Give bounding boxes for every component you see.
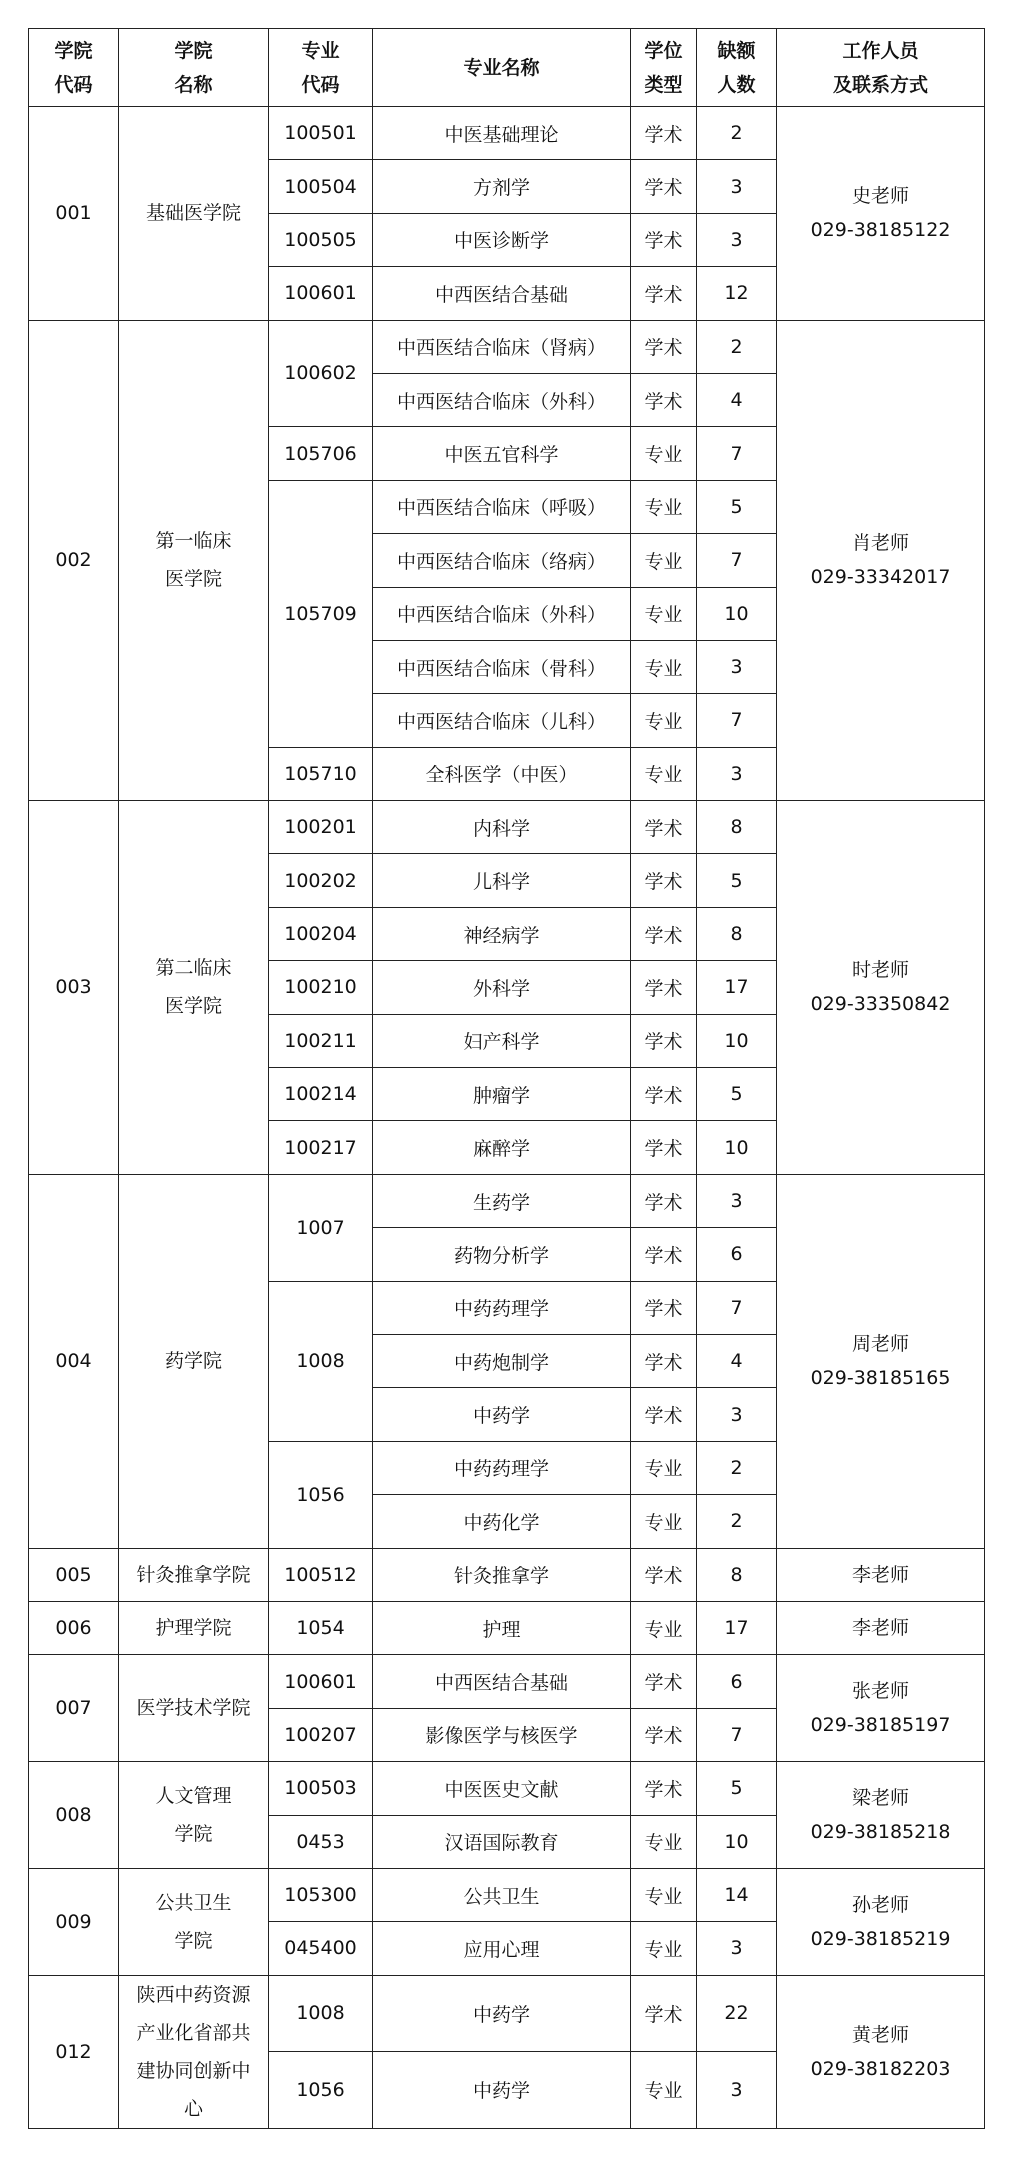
contact-name: 梁老师 xyxy=(851,1787,909,1809)
major-name-cell: 中医基础理论 xyxy=(373,107,631,160)
major-name-cell: 中药炮制学 xyxy=(373,1334,631,1387)
table-row xyxy=(29,1548,985,1601)
degree-type-cell: 专业 xyxy=(631,2052,697,2129)
college-name-cell xyxy=(119,1975,269,2128)
major-name-cell: 中药学 xyxy=(373,2052,631,2129)
vacancy-count-cell: 17 xyxy=(697,961,777,1014)
major-code-cell: 105706 xyxy=(269,427,373,480)
major-code-cell: 100601 xyxy=(269,1655,373,1708)
major-code-cell: 100512 xyxy=(269,1548,373,1601)
vacancy-count-cell: 6 xyxy=(697,1655,777,1708)
major-code-cell: 045400 xyxy=(269,1922,373,1975)
major-name-cell: 针灸推拿学 xyxy=(373,1548,631,1601)
major-name-cell: 肿瘤学 xyxy=(373,1068,631,1121)
vacancy-count-cell: 3 xyxy=(697,160,777,213)
major-name-cell: 中西医结合临床（外科） xyxy=(373,373,631,426)
degree-type-cell: 学术 xyxy=(631,907,697,960)
contact-cell xyxy=(777,1868,985,1975)
degree-type-cell: 学术 xyxy=(631,320,697,373)
major-code-cell: 100201 xyxy=(269,801,373,854)
college-code-cell: 008 xyxy=(29,1762,119,1869)
college-name-line: 药学院 xyxy=(164,1350,222,1373)
contact-cell xyxy=(777,107,985,321)
college-name-cell xyxy=(119,1762,269,1869)
major-code-cell: 1008 xyxy=(269,1281,373,1441)
contact-name: 张老师 xyxy=(851,1680,909,1703)
contact-phone: 029-38185218 xyxy=(810,1821,951,1843)
vacancy-table xyxy=(28,28,985,2129)
major-name-cell: 中药化学 xyxy=(373,1495,631,1548)
vacancy-count-cell: 10 xyxy=(697,1014,777,1067)
vacancy-count-cell: 5 xyxy=(697,1068,777,1121)
contact-cell xyxy=(777,320,985,801)
major-name-cell: 内科学 xyxy=(373,801,631,854)
table-row xyxy=(29,1762,985,1815)
vacancy-count-cell: 2 xyxy=(697,107,777,160)
vacancy-count-cell: 7 xyxy=(697,694,777,747)
major-name-cell: 麻醉学 xyxy=(373,1121,631,1174)
vacancy-count-cell: 8 xyxy=(697,1548,777,1601)
degree-type-cell: 学术 xyxy=(631,801,697,854)
degree-type-cell: 学术 xyxy=(631,107,697,160)
degree-type-cell: 学术 xyxy=(631,1068,697,1121)
degree-type-cell: 学术 xyxy=(631,1228,697,1281)
college-code-cell: 009 xyxy=(29,1868,119,1975)
college-name-line: 护理学院 xyxy=(155,1617,232,1640)
degree-type-cell: 专业 xyxy=(631,587,697,640)
header-major-code: 专业 代码 xyxy=(269,29,373,107)
vacancy-count-cell: 14 xyxy=(697,1868,777,1921)
degree-type-cell: 专业 xyxy=(631,427,697,480)
major-code-cell: 100211 xyxy=(269,1014,373,1067)
degree-type-cell: 专业 xyxy=(631,1922,697,1975)
table-row xyxy=(29,1975,985,2052)
contact-phone: 029-33342017 xyxy=(810,566,951,589)
major-name-cell: 中医诊断学 xyxy=(373,213,631,266)
college-code-cell: 004 xyxy=(29,1174,119,1548)
major-code-cell: 100204 xyxy=(269,907,373,960)
major-name-cell: 中西医结合临床（骨科） xyxy=(373,640,631,693)
vacancy-count-cell: 7 xyxy=(697,427,777,480)
college-name-cell xyxy=(119,320,269,801)
contact-phone: 029-33350842 xyxy=(810,993,951,1016)
college-name-cell xyxy=(119,801,269,1175)
college-name-line: 陕西中药资源 xyxy=(136,1983,251,2006)
college-name-line: 学院 xyxy=(174,1823,213,1845)
contact-name: 黄老师 xyxy=(851,2023,909,2046)
degree-type-cell: 学术 xyxy=(631,1762,697,1815)
contact-name: 肖老师 xyxy=(851,532,909,555)
major-code-cell: 1054 xyxy=(269,1601,373,1654)
degree-type-cell: 专业 xyxy=(631,1495,697,1548)
vacancy-count-cell: 3 xyxy=(697,2052,777,2129)
college-name-cell xyxy=(119,1868,269,1975)
vacancy-count-cell: 22 xyxy=(697,1975,777,2052)
contact-phone: 029-38185165 xyxy=(810,1367,951,1390)
degree-type-cell: 专业 xyxy=(631,1815,697,1868)
header-major-name: 专业名称 xyxy=(373,29,631,107)
major-code-cell: 1056 xyxy=(269,2052,373,2129)
major-code-cell: 105300 xyxy=(269,1868,373,1921)
contact-cell xyxy=(777,801,985,1175)
major-code-cell: 1008 xyxy=(269,1975,373,2052)
major-code-cell: 105709 xyxy=(269,480,373,747)
vacancy-count-cell: 2 xyxy=(697,1441,777,1494)
college-code-cell: 006 xyxy=(29,1601,119,1654)
vacancy-count-cell: 10 xyxy=(697,587,777,640)
header-college-name: 学院 名称 xyxy=(119,29,269,107)
vacancy-count-cell: 17 xyxy=(697,1601,777,1654)
major-name-cell: 应用心理 xyxy=(373,1922,631,1975)
table-row xyxy=(29,1868,985,1921)
vacancy-count-cell: 8 xyxy=(697,907,777,960)
contact-cell xyxy=(777,1655,985,1762)
header-college-code: 学院 代码 xyxy=(29,29,119,107)
college-name-line: 第一临床 xyxy=(155,530,232,553)
vacancy-count-cell: 6 xyxy=(697,1228,777,1281)
vacancy-count-cell: 3 xyxy=(697,1388,777,1441)
contact-name: 李老师 xyxy=(851,1617,909,1640)
college-code-cell: 005 xyxy=(29,1548,119,1601)
vacancy-count-cell: 10 xyxy=(697,1815,777,1868)
major-name-cell: 神经病学 xyxy=(373,907,631,960)
major-name-cell: 中西医结合临床（外科） xyxy=(373,587,631,640)
major-name-cell: 中西医结合临床（肾病） xyxy=(373,320,631,373)
vacancy-count-cell: 7 xyxy=(697,1281,777,1334)
vacancy-count-cell: 12 xyxy=(697,267,777,320)
degree-type-cell: 学术 xyxy=(631,1708,697,1761)
major-name-cell: 全科医学（中医） xyxy=(373,747,631,800)
contact-cell xyxy=(777,1762,985,1869)
major-name-cell: 生药学 xyxy=(373,1174,631,1227)
degree-type-cell: 学术 xyxy=(631,1548,697,1601)
table-row xyxy=(29,1601,985,1654)
degree-type-cell: 专业 xyxy=(631,1441,697,1494)
header-vacancy: 缺额 人数 xyxy=(697,29,777,107)
vacancy-count-cell: 8 xyxy=(697,801,777,854)
vacancy-count-cell: 3 xyxy=(697,1922,777,1975)
major-name-cell: 方剂学 xyxy=(373,160,631,213)
college-name-cell xyxy=(119,1655,269,1762)
major-name-cell: 药物分析学 xyxy=(373,1228,631,1281)
vacancy-count-cell: 5 xyxy=(697,480,777,533)
college-name-line: 产业化省部共 xyxy=(136,2021,251,2044)
degree-type-cell: 专业 xyxy=(631,747,697,800)
vacancy-count-cell: 3 xyxy=(697,213,777,266)
college-name-line: 公共卫生 xyxy=(155,1891,232,1914)
major-name-cell: 影像医学与核医学 xyxy=(373,1708,631,1761)
major-code-cell: 100503 xyxy=(269,1762,373,1815)
degree-type-cell: 学术 xyxy=(631,961,697,1014)
major-name-cell: 中药学 xyxy=(373,1975,631,2052)
table-row xyxy=(29,801,985,854)
vacancy-count-cell: 5 xyxy=(697,1762,777,1815)
major-name-cell: 中医医史文献 xyxy=(373,1762,631,1815)
contact-phone: 029-38185122 xyxy=(810,219,951,242)
college-code-cell: 012 xyxy=(29,1975,119,2128)
table-row xyxy=(29,320,985,373)
vacancy-count-cell: 10 xyxy=(697,1121,777,1174)
vacancy-count-cell: 2 xyxy=(697,1495,777,1548)
header-contact: 工作人员 及联系方式 xyxy=(777,29,985,107)
table-row xyxy=(29,1174,985,1227)
major-code-cell: 100602 xyxy=(269,320,373,427)
major-name-cell: 中药药理学 xyxy=(373,1441,631,1494)
table-body xyxy=(29,107,985,2129)
major-code-cell: 100504 xyxy=(269,160,373,213)
college-name-line: 基础医学院 xyxy=(145,202,241,225)
major-code-cell: 100501 xyxy=(269,107,373,160)
major-code-cell: 100505 xyxy=(269,213,373,266)
contact-cell xyxy=(777,1601,985,1654)
college-name-line: 医学技术学院 xyxy=(136,1697,251,1720)
college-code-cell: 007 xyxy=(29,1655,119,1762)
table-row xyxy=(29,107,985,160)
degree-type-cell: 学术 xyxy=(631,1975,697,2052)
contact-name: 孙老师 xyxy=(851,1893,909,1916)
college-name-cell xyxy=(119,107,269,321)
college-name-line: 医学院 xyxy=(164,995,222,1018)
major-name-cell: 中西医结合临床（儿科） xyxy=(373,694,631,747)
major-name-cell: 中药学 xyxy=(373,1388,631,1441)
vacancy-count-cell: 7 xyxy=(697,534,777,587)
degree-type-cell: 学术 xyxy=(631,1014,697,1067)
major-code-cell: 100202 xyxy=(269,854,373,907)
degree-type-cell: 学术 xyxy=(631,267,697,320)
contact-cell xyxy=(777,1548,985,1601)
degree-type-cell: 专业 xyxy=(631,1601,697,1654)
college-name-cell xyxy=(119,1601,269,1654)
vacancy-count-cell: 4 xyxy=(697,1334,777,1387)
degree-type-cell: 学术 xyxy=(631,1174,697,1227)
major-name-cell: 儿科学 xyxy=(373,854,631,907)
contact-phone: 029-38185219 xyxy=(810,1927,951,1950)
major-name-cell: 护理 xyxy=(373,1601,631,1654)
degree-type-cell: 学术 xyxy=(631,1281,697,1334)
college-code-cell: 003 xyxy=(29,801,119,1175)
major-name-cell: 中西医结合基础 xyxy=(373,1655,631,1708)
degree-type-cell: 学术 xyxy=(631,1121,697,1174)
major-code-cell: 0453 xyxy=(269,1815,373,1868)
vacancy-count-cell: 4 xyxy=(697,373,777,426)
college-name-line: 第二临床 xyxy=(155,957,232,980)
major-name-cell: 妇产科学 xyxy=(373,1014,631,1067)
college-name-line: 心 xyxy=(183,2097,203,2120)
major-code-cell: 100210 xyxy=(269,961,373,1014)
contact-cell xyxy=(777,1174,985,1548)
vacancy-count-cell: 3 xyxy=(697,640,777,693)
degree-type-cell: 学术 xyxy=(631,373,697,426)
major-code-cell: 1007 xyxy=(269,1174,373,1281)
degree-type-cell: 专业 xyxy=(631,534,697,587)
degree-type-cell: 学术 xyxy=(631,1388,697,1441)
table-row xyxy=(29,1655,985,1708)
contact-name: 周老师 xyxy=(851,1333,909,1356)
college-name-cell xyxy=(119,1548,269,1601)
vacancy-count-cell: 5 xyxy=(697,854,777,907)
college-name-line: 人文管理 xyxy=(155,1785,232,1807)
major-code-cell: 100207 xyxy=(269,1708,373,1761)
major-name-cell: 中药药理学 xyxy=(373,1281,631,1334)
contact-name: 史老师 xyxy=(851,185,909,208)
degree-type-cell: 专业 xyxy=(631,694,697,747)
degree-type-cell: 学术 xyxy=(631,854,697,907)
college-name-line: 针灸推拿学院 xyxy=(136,1563,251,1586)
vacancy-count-cell: 7 xyxy=(697,1708,777,1761)
table-header-row xyxy=(29,29,985,107)
major-name-cell: 中西医结合基础 xyxy=(373,267,631,320)
degree-type-cell: 学术 xyxy=(631,213,697,266)
major-name-cell: 中西医结合临床（呼吸） xyxy=(373,480,631,533)
degree-type-cell: 专业 xyxy=(631,480,697,533)
college-name-line: 学院 xyxy=(174,1929,213,1952)
major-name-cell: 汉语国际教育 xyxy=(373,1815,631,1868)
college-code-cell: 001 xyxy=(29,107,119,321)
major-name-cell: 中医五官科学 xyxy=(373,427,631,480)
contact-name: 时老师 xyxy=(851,959,909,982)
major-code-cell: 100214 xyxy=(269,1068,373,1121)
degree-type-cell: 专业 xyxy=(631,640,697,693)
major-code-cell: 1056 xyxy=(269,1441,373,1548)
degree-type-cell: 专业 xyxy=(631,1868,697,1921)
vacancy-count-cell: 3 xyxy=(697,747,777,800)
vacancy-count-cell: 2 xyxy=(697,320,777,373)
vacancy-count-cell: 3 xyxy=(697,1174,777,1227)
college-name-line: 医学院 xyxy=(164,568,222,591)
degree-type-cell: 学术 xyxy=(631,1655,697,1708)
contact-cell xyxy=(777,1975,985,2128)
major-code-cell: 105710 xyxy=(269,747,373,800)
college-name-cell xyxy=(119,1174,269,1548)
contact-phone: 029-38185197 xyxy=(810,1714,951,1737)
major-name-cell: 公共卫生 xyxy=(373,1868,631,1921)
major-name-cell: 中西医结合临床（络病） xyxy=(373,534,631,587)
major-code-cell: 100601 xyxy=(269,267,373,320)
degree-type-cell: 学术 xyxy=(631,1334,697,1387)
contact-name: 李老师 xyxy=(851,1563,909,1586)
college-code-cell: 002 xyxy=(29,320,119,801)
contact-phone: 029-38182203 xyxy=(810,2057,951,2080)
college-name-line: 建协同创新中 xyxy=(136,2059,251,2082)
major-code-cell: 100217 xyxy=(269,1121,373,1174)
header-degree-type: 学位 类型 xyxy=(631,29,697,107)
degree-type-cell: 学术 xyxy=(631,160,697,213)
major-name-cell: 外科学 xyxy=(373,961,631,1014)
